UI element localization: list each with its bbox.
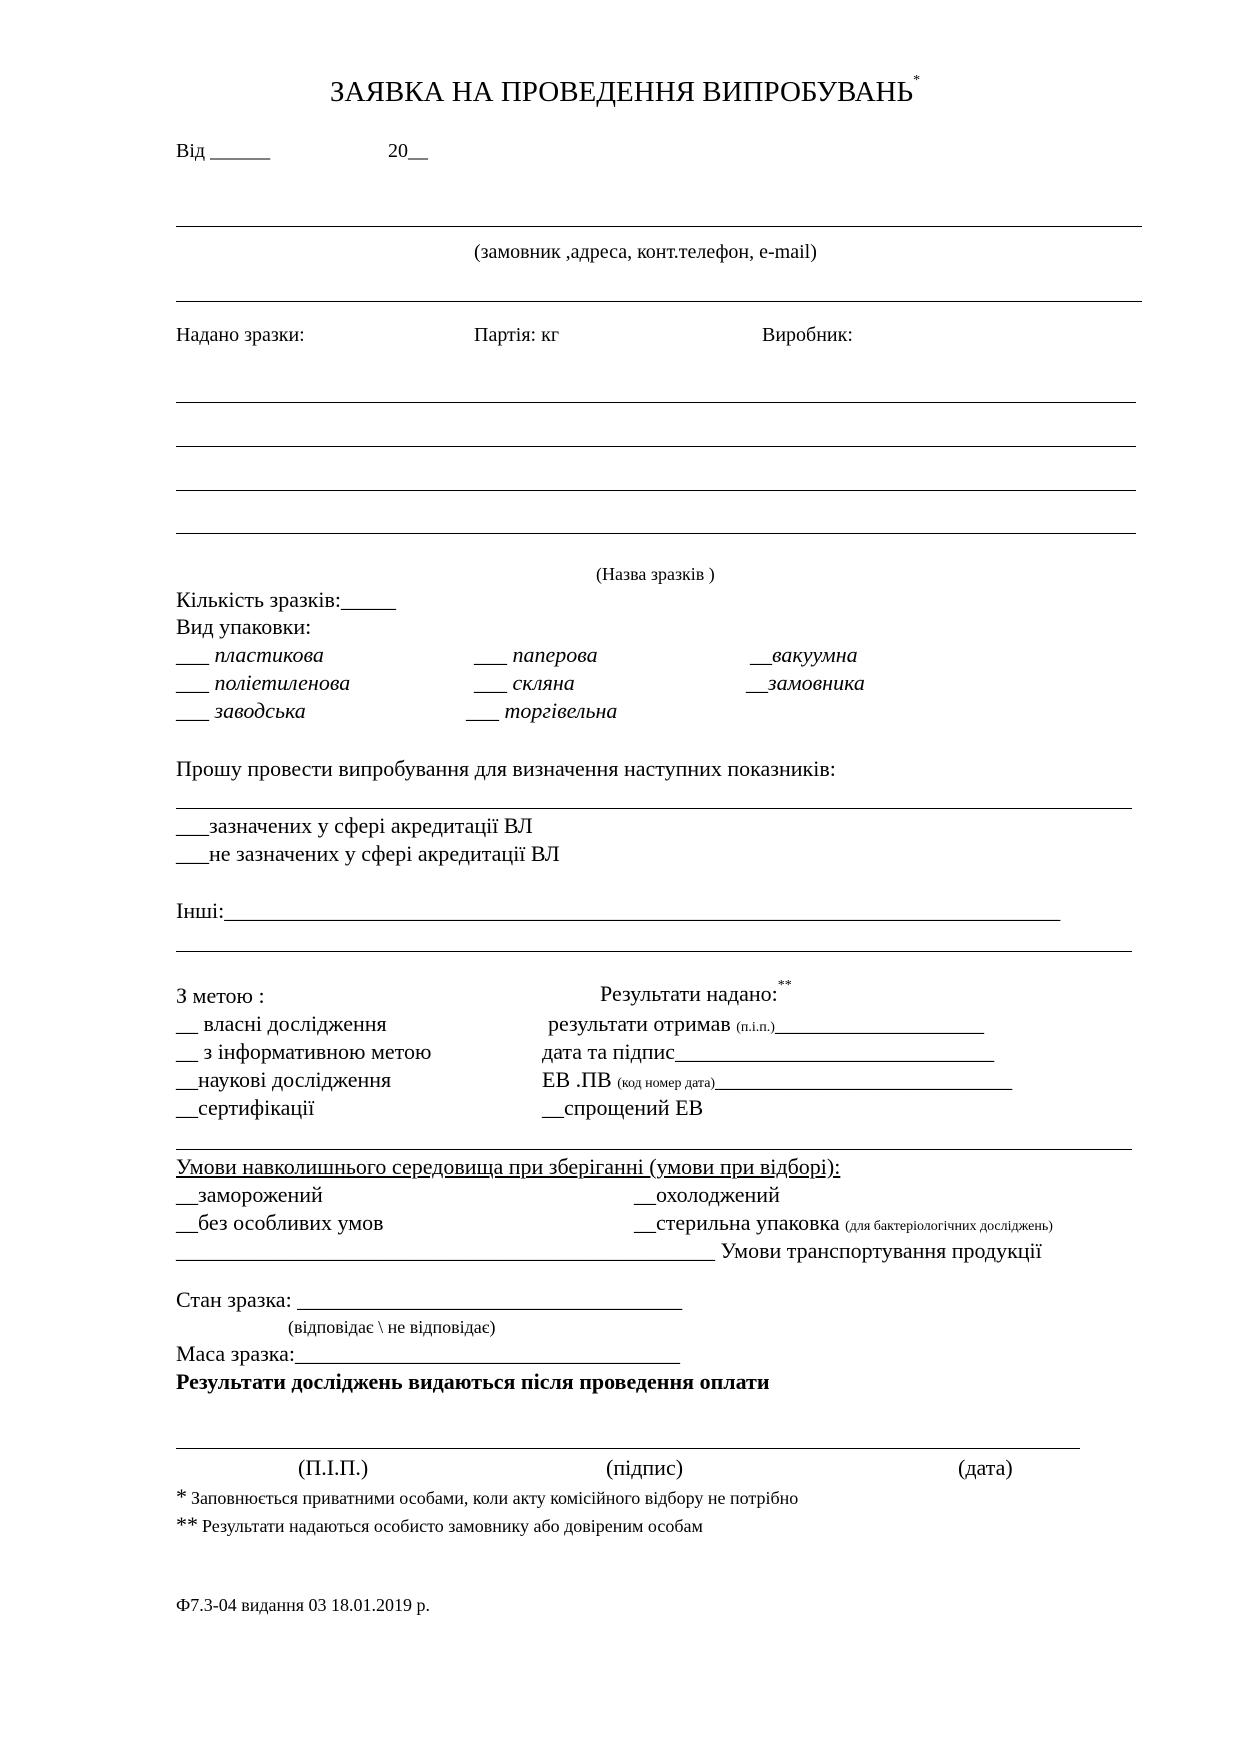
form-title-text: ЗАЯВКА НА ПРОВЕДЕННЯ ВИПРОБУВАНЬ — [330, 76, 914, 108]
quantity-label: Кількість зразків:_____ — [176, 587, 396, 612]
packaging-polyethylene: ___ поліетиленова — [176, 670, 351, 695]
packaging-vacuum: __вакуумна — [750, 642, 858, 667]
transport-line: _________________________________________________ — [176, 1238, 715, 1263]
packaging-retail: ___ торгівельна — [466, 698, 618, 723]
results-date-sign: дата та підпис_____________________________ — [542, 1039, 995, 1064]
footnote-1 — [176, 1486, 798, 1508]
signature-date-caption: (дата) — [958, 1455, 1013, 1480]
results-ev-pv-line: ___________________________ — [715, 1067, 1013, 1092]
environment-frozen: __заморожений — [176, 1182, 323, 1207]
results-received-line: ___________________ — [774, 1011, 984, 1036]
packaging-paper: ___ паперова — [474, 642, 598, 667]
signature-line — [176, 1448, 1080, 1449]
packaging-customer: __замовника — [746, 670, 865, 695]
environment-cooled: __охолоджений — [634, 1182, 780, 1207]
form-title — [330, 73, 921, 108]
results-ev-pv — [542, 1069, 1012, 1091]
environment-no-special: __без особливих умов — [176, 1210, 384, 1235]
results-ev-pv-label: ЕВ .ПВ — [542, 1067, 612, 1092]
request-in-scope: ___зазначених у сфері акредитації ВЛ — [176, 813, 533, 838]
results-ev-pv-code: (код номер дата) — [617, 1076, 716, 1091]
sample-name-line-2 — [176, 446, 1136, 447]
purpose-certification: __сертифікації — [176, 1095, 315, 1120]
footnote-1-mark: * — [176, 1484, 187, 1509]
packaging-label: Вид упаковки: — [176, 614, 312, 639]
footnote-2 — [176, 1514, 703, 1536]
batch-label: Партія: кг — [474, 324, 560, 346]
samples-name-caption: (Назва зразків ) — [596, 564, 715, 584]
sample-name-line-1 — [176, 402, 1136, 403]
samples-provided-label: Надано зразки: — [176, 324, 305, 346]
request-text: Прошу провести випробування для визначення наступних показників: — [176, 756, 836, 781]
date-year: 20__ — [388, 140, 428, 162]
results-label-text: Результати надано: — [600, 981, 778, 1006]
signature-sign-caption: (підпис) — [606, 1455, 684, 1480]
signature-name-caption: (П.І.П.) — [298, 1455, 369, 1480]
request-not-in-scope: ___не зазначених у сфері акредитації ВЛ — [176, 841, 560, 866]
purpose-separator-line — [176, 1149, 1132, 1150]
packaging-glass: ___ скляна — [474, 670, 575, 695]
results-received — [548, 1013, 984, 1035]
transport-label: Умови транспортування продукції — [720, 1238, 1042, 1263]
sample-name-line-3 — [176, 490, 1136, 491]
customer-line-2 — [176, 301, 1142, 302]
customer-caption: (замовник ,адреса, конт.телефон, e-mail) — [474, 241, 817, 263]
purpose-label: З метою : — [176, 983, 265, 1008]
customer-line-1 — [176, 226, 1142, 227]
sample-state-label: Стан зразка: ___________________________________ — [176, 1287, 683, 1312]
request-line — [176, 808, 1132, 809]
footnote-1-text: Заповнюється приватними особами, коли акту комісійного відбору не потрібно — [191, 1488, 799, 1508]
purpose-own-research: __ власні дослідження — [176, 1011, 387, 1036]
results-received-label: результати отримав — [548, 1011, 731, 1036]
other-line-2 — [176, 951, 1132, 952]
transport-conditions — [176, 1240, 1042, 1262]
date-from: Від ______ — [176, 140, 271, 162]
results-label — [600, 978, 792, 1006]
sample-state-caption: (відповідає \ не відповідає) — [288, 1317, 496, 1337]
results-simplified-ev: __спрощений ЕВ — [542, 1095, 704, 1120]
footnote-2-text: Результати надаються особисто замовнику або довіреним особам — [202, 1516, 703, 1536]
results-received-pip: (п.і.п.) — [736, 1020, 775, 1035]
environment-sterile-note: (для бактеріологічних досліджень) — [845, 1219, 1053, 1234]
environment-heading: Умови навколишнього середовища при зберіганні (умови при відборі): — [176, 1154, 841, 1179]
sample-name-line-4 — [176, 533, 1136, 534]
other-label: Інші:____________________________________________________________________________ — [176, 898, 1061, 923]
title-footnote-mark: * — [913, 73, 921, 88]
environment-sterile-label: __стерильна упаковка — [634, 1210, 840, 1235]
environment-sterile — [634, 1212, 1053, 1234]
packaging-factory: ___ заводська — [176, 698, 306, 723]
form-code: Ф7.3-04 видання 03 18.01.2019 р. — [176, 1595, 431, 1615]
footnote-2-mark: ** — [176, 1512, 198, 1537]
manufacturer-label: Виробник: — [762, 324, 853, 346]
results-footnote-mark: ** — [777, 978, 792, 993]
sample-mass-label: Маса зразка:___________________________________ — [176, 1341, 681, 1366]
payment-note: Результати досліджень видаються після проведення оплати — [176, 1369, 770, 1394]
purpose-scientific: __наукові дослідження — [176, 1067, 392, 1092]
purpose-informative: __ з інформативною метою — [176, 1039, 432, 1064]
packaging-plastic: ___ пластикова — [176, 642, 324, 667]
